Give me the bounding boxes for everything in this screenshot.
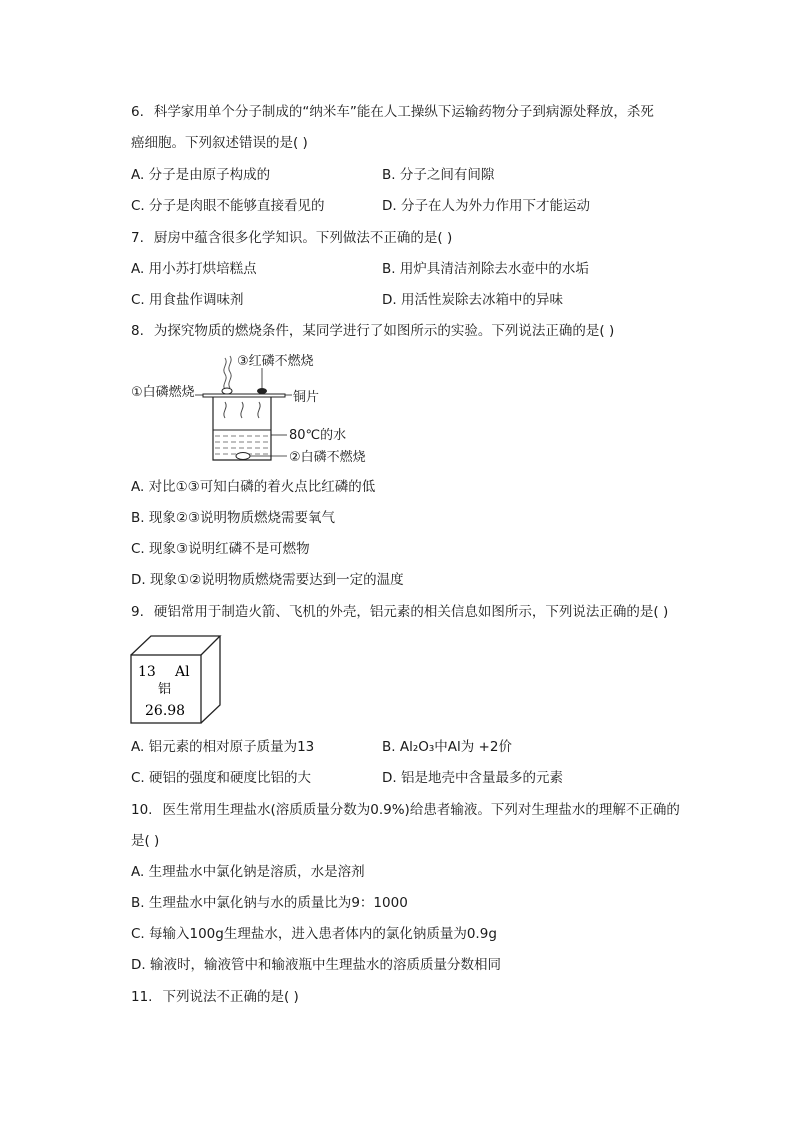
- q10-option-d[interactable]: D. 输液时，输液管中和输液瓶中生理盐水的溶质质量分数相同: [131, 957, 501, 973]
- q8-option-b[interactable]: B. 现象②③说明物质燃烧需要氧气: [131, 510, 336, 526]
- label-copper-plate: 铜片: [293, 390, 320, 405]
- q8-stem: 8. 为探究物质的燃烧条件，某同学进行了如图所示的实验。下列说法正确的是( ): [131, 323, 615, 339]
- q10-stem-line-1: 10. 医生常用生理盐水(溶质质量分数为0.9%)给患者输液。下列对生理盐水的理解不正确的: [131, 802, 680, 818]
- white-phosphorus-water: [236, 453, 250, 460]
- q7-number: 7.: [131, 230, 144, 246]
- q6-stem-line-1: 6. 科学家用单个分子制成的“纳米车”能在人工操纵下运输药物分子到病源处释放，杀死: [131, 104, 654, 120]
- q10-option-a[interactable]: A. 生理盐水中氯化钠是溶质，水是溶剂: [131, 864, 365, 880]
- q8-option-d[interactable]: D. 现象①②说明物质燃烧需要达到一定的温度: [131, 572, 404, 588]
- q7-stem: 7. 厨房中蕴含很多化学知识。下列做法不正确的是( ): [131, 230, 453, 246]
- q10-option-c[interactable]: C. 每输入100g生理盐水，进入患者体内的氯化钠质量为0.9g: [131, 926, 497, 942]
- q7-option-a[interactable]: A. 用小苏打烘培糕点: [131, 261, 257, 277]
- q10-stem-line-2: 是( ): [131, 833, 160, 849]
- q6-option-b[interactable]: B. 分子之间有间隙: [382, 167, 495, 183]
- q9-stem: 9. 硬铝常用于制造火箭、飞机的外壳，铝元素的相关信息如图所示，下列说法正确的是( ): [131, 604, 669, 620]
- q11-number: 11.: [131, 989, 153, 1005]
- element-atomic-mass: 26.98: [145, 703, 186, 719]
- label-white-phosphorus-no-burn: ②白磷不燃烧: [289, 450, 366, 465]
- beaker: [213, 397, 271, 460]
- q6-option-d[interactable]: D. 分子在人为外力作用下才能运动: [382, 198, 590, 214]
- q6-stem-line-2: 癌细胞。下列叙述错误的是( ): [131, 135, 308, 151]
- label-white-phosphorus-burns: ①白磷燃烧: [131, 385, 195, 400]
- q6-option-c[interactable]: C. 分子是肉眼不能够直接看见的: [131, 198, 325, 214]
- aluminum-element-card: [128, 633, 224, 727]
- label-hot-water: 80℃的水: [289, 428, 347, 443]
- q6-option-a[interactable]: A. 分子是由原子构成的: [131, 167, 271, 183]
- q9-number: 9.: [131, 604, 144, 620]
- q9-option-a[interactable]: A. 铝元素的相对原子质量为13: [131, 739, 315, 755]
- q11-stem: 11. 下列说法不正确的是( ): [131, 989, 299, 1005]
- q6-number: 6.: [131, 104, 144, 120]
- smoke-icon: [224, 358, 226, 390]
- element-name: 铝: [158, 682, 172, 697]
- q9-option-d[interactable]: D. 铝是地壳中含量最多的元素: [382, 770, 563, 786]
- q10-option-b[interactable]: B. 生理盐水中氯化钠与水的质量比为9：1000: [131, 895, 408, 911]
- q8-number: 8.: [131, 323, 144, 339]
- combustion-experiment-figure: [125, 348, 385, 470]
- q8-option-a[interactable]: A. 对比①③可知白磷的着火点比红磷的低: [131, 479, 376, 495]
- q8-option-c[interactable]: C. 现象③说明红磷不是可燃物: [131, 541, 310, 557]
- q9-option-b[interactable]: B. Al₂O₃中Al为 +2价: [382, 739, 512, 755]
- red-phosphorus: [257, 388, 267, 394]
- q9-option-c[interactable]: C. 硬铝的强度和硬度比铝的大: [131, 770, 312, 786]
- q7-option-c[interactable]: C. 用食盐作调味剂: [131, 292, 244, 308]
- q7-option-d[interactable]: D. 用活性炭除去冰箱中的异味: [382, 292, 563, 308]
- q10-number: 10.: [131, 802, 153, 818]
- label-red-phosphorus: ③红磷不燃烧: [237, 354, 314, 369]
- white-phosphorus-top: [222, 388, 232, 394]
- copper-plate: [203, 394, 285, 397]
- element-atomic-number: 13: [138, 664, 156, 680]
- q7-option-b[interactable]: B. 用炉具清洁剂除去水壶中的水垢: [382, 261, 589, 277]
- element-symbol: Al: [175, 664, 190, 680]
